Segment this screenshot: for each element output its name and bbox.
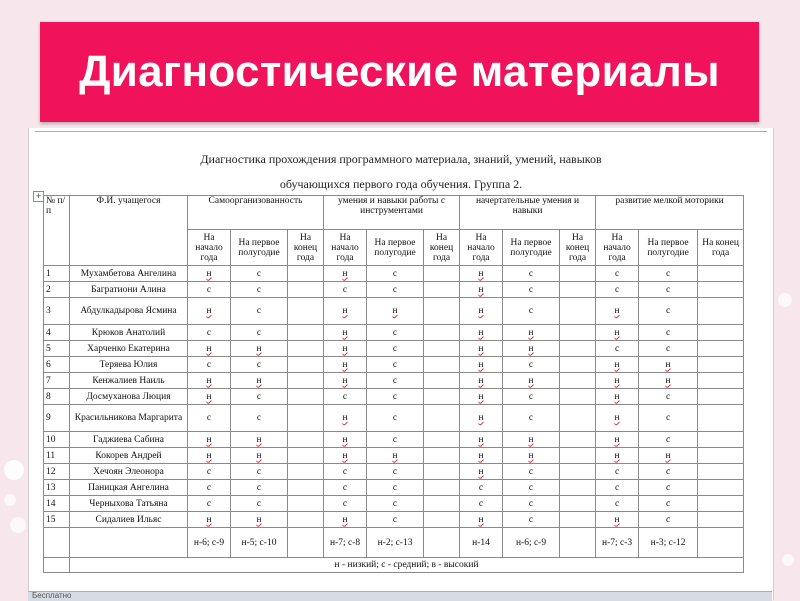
table-row [44, 480, 744, 496]
period-header: На начало года [188, 230, 231, 266]
score-cell [560, 266, 596, 282]
score-cell [698, 464, 744, 480]
total-cell [288, 528, 324, 558]
student-name: Досмуханова Люция [70, 389, 188, 405]
period-header: На начало года [596, 230, 639, 266]
score-cell [560, 512, 596, 528]
legend-text: н - низкий; с - средний; в - высокий [70, 558, 744, 573]
score-cell: с [367, 389, 424, 405]
score-cell: с [367, 266, 424, 282]
score-cell: с [503, 357, 560, 373]
score-cell [288, 373, 324, 389]
score-cell: с [503, 496, 560, 512]
score-cell: с [231, 389, 288, 405]
score-cell [424, 405, 460, 432]
table-row [44, 448, 744, 464]
table-row [44, 341, 744, 357]
score-cell: н [639, 357, 698, 373]
row-number: 9 [44, 405, 70, 432]
score-cell: н [639, 448, 698, 464]
score-cell: с [324, 496, 367, 512]
period-header: На первое полугодие [639, 230, 698, 266]
table-row [44, 357, 744, 373]
score-cell: н [503, 373, 560, 389]
score-cell: с [639, 389, 698, 405]
score-cell [560, 298, 596, 325]
score-cell: с [367, 480, 424, 496]
score-cell: с [231, 496, 288, 512]
table-row [44, 496, 744, 512]
score-cell: н [596, 298, 639, 325]
score-cell [288, 464, 324, 480]
score-cell: с [367, 357, 424, 373]
score-cell: н [188, 266, 231, 282]
score-cell: н [324, 432, 367, 448]
score-cell [698, 298, 744, 325]
score-cell: с [639, 512, 698, 528]
score-cell: с [503, 298, 560, 325]
score-cell: с [231, 405, 288, 432]
score-cell: н [596, 389, 639, 405]
score-cell [424, 448, 460, 464]
score-cell [560, 405, 596, 432]
score-cell: с [596, 266, 639, 282]
score-cell: н [188, 432, 231, 448]
score-cell [424, 341, 460, 357]
score-cell: н [188, 512, 231, 528]
total-cell: н-5; с-10 [231, 528, 288, 558]
total-cell: н-6; с-9 [503, 528, 560, 558]
score-cell [698, 357, 744, 373]
score-cell [698, 448, 744, 464]
score-cell: с [639, 266, 698, 282]
score-cell: с [324, 389, 367, 405]
score-cell [560, 432, 596, 448]
score-cell [698, 405, 744, 432]
score-cell [424, 464, 460, 480]
diagnostics-table [43, 195, 744, 573]
status-label: Бесплатно [32, 591, 72, 600]
score-cell: с [639, 282, 698, 298]
score-cell: с [503, 266, 560, 282]
score-cell: с [188, 282, 231, 298]
total-cell: н-3; с-12 [639, 528, 698, 558]
period-header: На конец года [288, 230, 324, 266]
score-cell [288, 512, 324, 528]
document-page [28, 128, 774, 600]
period-header: На начало года [324, 230, 367, 266]
score-cell [424, 480, 460, 496]
score-cell: н [231, 448, 288, 464]
score-cell [424, 432, 460, 448]
group-header: развитие мелкой моторики [596, 196, 744, 230]
score-cell [424, 325, 460, 341]
slide-title-bar [40, 22, 759, 122]
student-name: Черныхова Татьяна [70, 496, 188, 512]
score-cell: н [324, 373, 367, 389]
total-cell: н-7; с-3 [596, 528, 639, 558]
score-cell: с [231, 282, 288, 298]
score-cell [698, 512, 744, 528]
move-table-icon[interactable]: + [33, 191, 44, 202]
score-cell [698, 266, 744, 282]
total-cell: н-2; с-13 [367, 528, 424, 558]
score-cell [698, 282, 744, 298]
student-name: Мухамбетова Ангелина [70, 266, 188, 282]
score-cell: н [460, 448, 503, 464]
score-cell [424, 282, 460, 298]
row-number: 4 [44, 325, 70, 341]
period-header: На первое полугодие [231, 230, 288, 266]
score-cell: н [188, 448, 231, 464]
row-number: 1 [44, 266, 70, 282]
table-row [44, 389, 744, 405]
score-cell [288, 341, 324, 357]
row-number: 10 [44, 432, 70, 448]
slide-title: Диагностические материалы [79, 47, 720, 96]
score-cell: с [231, 325, 288, 341]
score-cell: с [639, 325, 698, 341]
score-cell [698, 432, 744, 448]
student-name: Кокорев Андрей [70, 448, 188, 464]
score-cell: с [639, 298, 698, 325]
score-cell: н [231, 341, 288, 357]
score-cell [424, 389, 460, 405]
score-cell [560, 496, 596, 512]
score-cell [288, 480, 324, 496]
score-cell: с [639, 464, 698, 480]
score-cell: с [188, 357, 231, 373]
row-number: 11 [44, 448, 70, 464]
score-cell: н [460, 405, 503, 432]
score-cell: н [460, 282, 503, 298]
score-cell: с [639, 496, 698, 512]
score-cell: н [367, 298, 424, 325]
score-cell: н [460, 325, 503, 341]
total-cell [698, 528, 744, 558]
num-header: № п/п [44, 196, 70, 266]
score-cell [424, 373, 460, 389]
score-cell: н [503, 448, 560, 464]
score-cell: н [460, 464, 503, 480]
row-number: 8 [44, 389, 70, 405]
score-cell [424, 266, 460, 282]
score-cell [698, 496, 744, 512]
score-cell: н [460, 432, 503, 448]
total-cell: н-7; с-8 [324, 528, 367, 558]
score-cell [698, 341, 744, 357]
student-rows [44, 266, 744, 528]
student-name: Багратиони Алина [70, 282, 188, 298]
total-cell [560, 528, 596, 558]
score-cell: н [188, 389, 231, 405]
table-row [44, 282, 744, 298]
score-cell: с [231, 298, 288, 325]
score-cell: н [460, 298, 503, 325]
table-row [44, 432, 744, 448]
score-cell: н [596, 448, 639, 464]
score-cell [288, 405, 324, 432]
row-number: 3 [44, 298, 70, 325]
row-number: 14 [44, 496, 70, 512]
student-name: Хечоян Элеонора [70, 464, 188, 480]
score-cell: с [367, 282, 424, 298]
score-cell: с [639, 405, 698, 432]
score-cell: с [367, 496, 424, 512]
student-name: Кенжалиев Наиль [70, 373, 188, 389]
totals-name-cell [70, 528, 188, 558]
student-name: Сидалиев Ильяс [70, 512, 188, 528]
score-cell [288, 357, 324, 373]
score-cell: н [188, 341, 231, 357]
score-cell: с [367, 432, 424, 448]
score-cell: н [639, 373, 698, 389]
score-cell: с [596, 480, 639, 496]
score-cell: с [231, 480, 288, 496]
score-cell: н [503, 432, 560, 448]
score-cell [560, 282, 596, 298]
score-cell [424, 512, 460, 528]
period-header: На конец года [698, 230, 744, 266]
score-cell: н [596, 512, 639, 528]
score-cell: с [367, 464, 424, 480]
period-header: На конец года [560, 230, 596, 266]
score-cell [560, 389, 596, 405]
score-cell [560, 357, 596, 373]
score-cell: с [596, 341, 639, 357]
score-cell: с [639, 341, 698, 357]
score-cell: н [324, 512, 367, 528]
document-subheading: обучающихся первого года обучения. Группа 2. [279, 177, 523, 191]
score-cell [698, 325, 744, 341]
score-cell [424, 496, 460, 512]
score-cell: н [596, 432, 639, 448]
row-number: 5 [44, 341, 70, 357]
group-header: Самоорганизованность [188, 196, 324, 230]
score-cell: с [503, 282, 560, 298]
score-cell: с [460, 480, 503, 496]
group-header: начертательные умения и навыки [460, 196, 596, 230]
score-cell: с [324, 480, 367, 496]
row-number: 15 [44, 512, 70, 528]
score-cell [288, 325, 324, 341]
score-cell [560, 341, 596, 357]
score-cell: н [324, 448, 367, 464]
score-cell: с [503, 405, 560, 432]
score-cell: н [460, 512, 503, 528]
score-cell: с [503, 464, 560, 480]
score-cell: н [596, 325, 639, 341]
row-number: 2 [44, 282, 70, 298]
score-cell: с [596, 282, 639, 298]
score-cell: с [188, 464, 231, 480]
score-cell: с [503, 512, 560, 528]
score-cell: н [188, 298, 231, 325]
row-number: 6 [44, 357, 70, 373]
student-name: Красильникова Маргарита [70, 405, 188, 432]
score-cell [560, 373, 596, 389]
document-heading: Диагностика прохождения программного материала, знаний, умений, навыков [200, 152, 602, 166]
score-cell: н [231, 432, 288, 448]
score-cell [288, 298, 324, 325]
score-cell: н [596, 373, 639, 389]
student-name: Гаджиева Сабина [70, 432, 188, 448]
row-number: 7 [44, 373, 70, 389]
score-cell [560, 325, 596, 341]
score-cell: с [188, 325, 231, 341]
score-cell: с [639, 480, 698, 496]
student-name: Харченко Екатерина [70, 341, 188, 357]
table-row [44, 512, 744, 528]
score-cell: н [231, 373, 288, 389]
score-cell: с [324, 282, 367, 298]
score-cell: н [367, 448, 424, 464]
score-cell [560, 448, 596, 464]
score-cell: н [460, 357, 503, 373]
row-number: 13 [44, 480, 70, 496]
score-cell: с [231, 266, 288, 282]
score-cell: н [596, 405, 639, 432]
score-cell [288, 389, 324, 405]
legend-row [44, 558, 744, 573]
score-cell: с [596, 496, 639, 512]
name-header: Ф.И. учащегося [70, 196, 188, 266]
score-cell [698, 389, 744, 405]
score-cell: н [324, 341, 367, 357]
score-cell: с [503, 389, 560, 405]
score-cell [698, 480, 744, 496]
score-cell: н [324, 298, 367, 325]
score-cell: н [324, 266, 367, 282]
score-cell: с [460, 496, 503, 512]
score-cell: с [367, 325, 424, 341]
score-cell: с [231, 357, 288, 373]
table-row [44, 298, 744, 325]
student-name: Паницкая Ангелина [70, 480, 188, 496]
student-name: Теряева Юлия [70, 357, 188, 373]
score-cell: н [460, 389, 503, 405]
score-cell: с [367, 373, 424, 389]
score-cell: с [188, 405, 231, 432]
score-cell: н [188, 373, 231, 389]
score-cell: н [324, 357, 367, 373]
score-cell [424, 357, 460, 373]
score-cell: с [639, 432, 698, 448]
score-cell [288, 432, 324, 448]
score-cell: с [188, 496, 231, 512]
student-name: Крюков Анатолий [70, 325, 188, 341]
table-row [44, 405, 744, 432]
score-cell [424, 298, 460, 325]
score-cell: н [460, 373, 503, 389]
totals-num-cell [44, 528, 70, 558]
score-cell: н [503, 325, 560, 341]
row-number: 12 [44, 464, 70, 480]
total-cell: н-6; с-9 [188, 528, 231, 558]
period-header: На первое полугодие [503, 230, 560, 266]
score-cell: с [367, 512, 424, 528]
header-row-groups [44, 196, 744, 230]
score-cell: н [231, 512, 288, 528]
score-cell [560, 464, 596, 480]
score-cell: н [324, 405, 367, 432]
student-name: Абдулкадырова Ясмина [70, 298, 188, 325]
score-cell [288, 266, 324, 282]
score-cell: н [503, 341, 560, 357]
period-header: На начало года [460, 230, 503, 266]
score-cell: с [503, 480, 560, 496]
score-cell: с [367, 405, 424, 432]
score-cell: с [188, 480, 231, 496]
totals-row [44, 528, 744, 558]
total-cell [424, 528, 460, 558]
table-row [44, 373, 744, 389]
page-edge-line [35, 131, 767, 132]
score-cell: с [324, 464, 367, 480]
table-row [44, 266, 744, 282]
score-cell: с [231, 464, 288, 480]
score-cell: с [596, 464, 639, 480]
legend-num-cell [44, 558, 70, 573]
score-cell [288, 496, 324, 512]
period-header: На первое полугодие [367, 230, 424, 266]
score-cell: н [460, 341, 503, 357]
group-header: умения и навыки работы с инструментами [324, 196, 460, 230]
score-cell: н [460, 266, 503, 282]
period-header: На конец года [424, 230, 460, 266]
total-cell: н-14 [460, 528, 503, 558]
score-cell: н [324, 325, 367, 341]
score-cell: н [596, 357, 639, 373]
table-row [44, 464, 744, 480]
score-cell [288, 282, 324, 298]
score-cell [560, 480, 596, 496]
score-cell [288, 448, 324, 464]
score-cell [698, 373, 744, 389]
table-row [44, 325, 744, 341]
score-cell: с [367, 341, 424, 357]
